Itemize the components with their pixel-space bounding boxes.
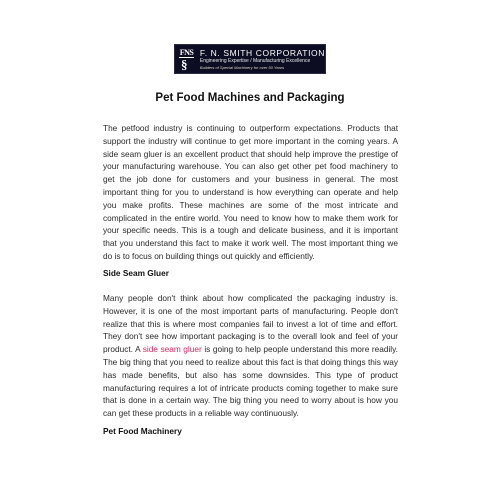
company-tagline: Engineering Expertise / Manufacturing Excellence [199,58,311,64]
logo-s-glyph: § [181,57,188,72]
paragraph-text-after-link: is going to help people understand this more readily. The big thing that you need to realize about this fact is that doing things this way has made benefits, but also has some downsides. This type of product manufacturing requires a lot of intricate products coming together to make sure that is done in a certain way. The big thing you need to worry about is how you can get these products in a reliable way continuously. [103,344,398,419]
company-subtagline: Builders of Special Machinery for over 50 Years [199,64,285,70]
banner-text [194,45,325,73]
page-title: Pet Food Machines and Packaging [155,92,345,104]
paragraph-text-before-link: Many people don't think about how complicated the packaging industry is. However, it is one of the most important parts of manufacturing. People don't realize that this is where most companies fail to invest a lot of time and effort. They don't see how important packaging is to the overall look and feel of your product. A [103,293,398,355]
side-seam-gluer-link[interactable]: side seam gluer [142,344,202,355]
fns-logo-icon [178,47,194,71]
side-seam-gluer-paragraph [103,292,398,420]
company-name: F. N. SMITH CORPORATION [199,48,325,58]
logo-letters: FNS [179,48,194,57]
section-heading-pet-food-machinery: Pet Food Machinery [103,426,182,436]
intro-paragraph: The petfood industry is continuing to outperform expectations. Products that support the industry will continue to get more important in the coming years. A side seam gluer is an excellent product that should help improve the prestige of your manufacturing warehouse. You can also get other pet food machinery to get the job done for customers and your business in general. The most important thing for you to understand is how everything can operate and help you make profits. These machines are some of the most intricate and complicated in the entire world. You need to know how to make them work for your specific needs. This is a tough and delicate business, and it is important that you understand this fact to make it work well. The most important thing we do is to focus on building things out quickly and efficiently. [103,123,398,261]
company-banner [174,44,326,74]
section-heading-side-seam-gluer: Side Seam Gluer [103,268,169,278]
